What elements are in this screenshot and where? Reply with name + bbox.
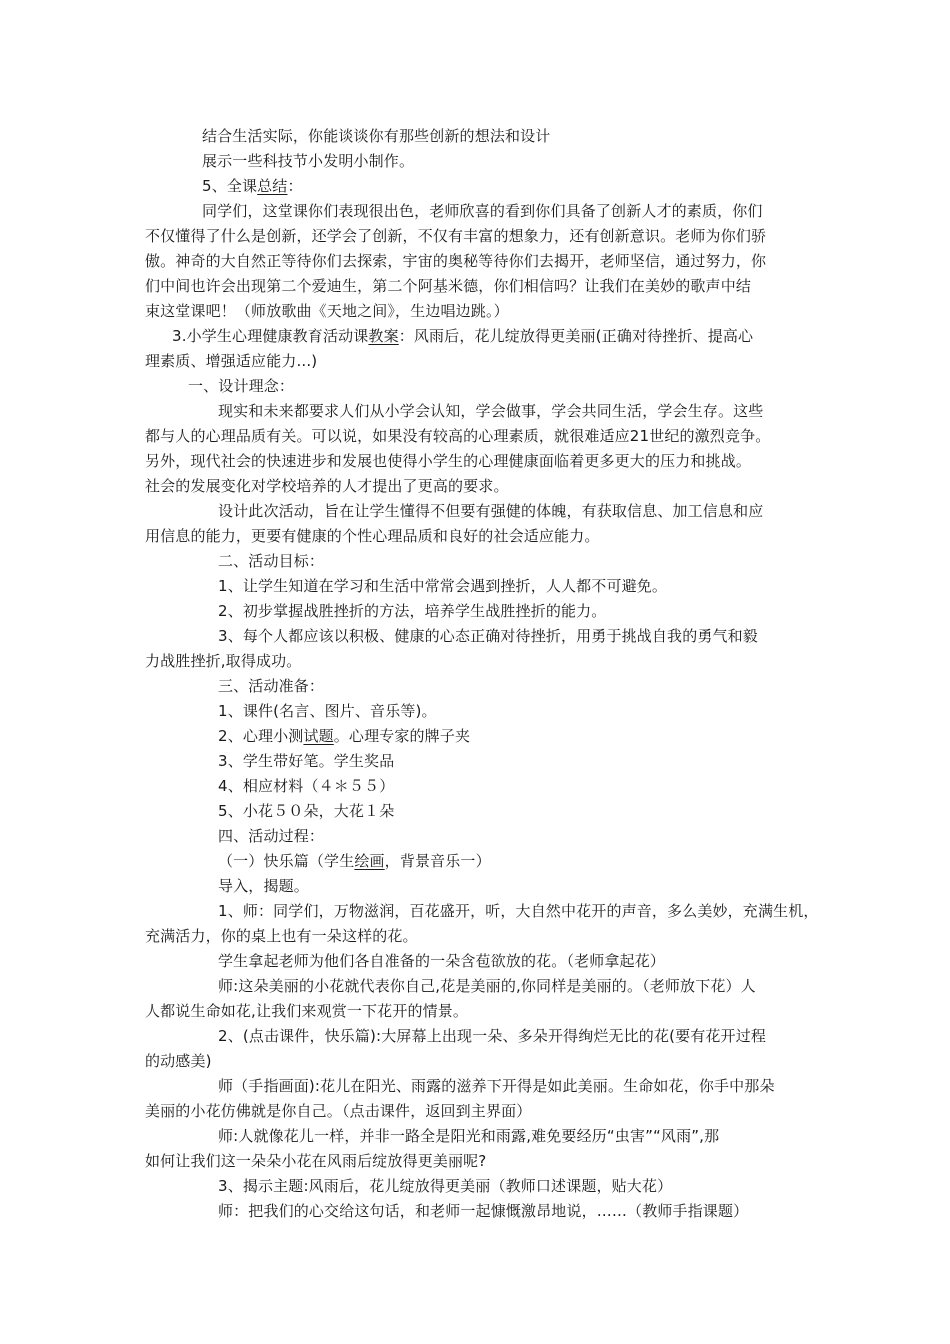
text-line: 师:人就像花儿一样，并非一路全是阳光和雨露,难免要经历“虫害”“风雨”,那 [218,1127,720,1145]
text-line: 束这堂课吧！（师放歌曲《天地之间》，生边唱边跳。） [145,302,509,320]
text-line: 5、小花５０朵，大花１朵 [218,802,395,820]
section-heading: 5、全课总结： [202,177,303,195]
text-line: 用信息的能力，更要有健康的个性心理品质和良好的社会适应能力。 [145,527,600,545]
text-line: 2、(点击课件，快乐篇):大屏幕上出现一朵、多朵开得绚烂无比的花(要有花开过程 [218,1027,767,1045]
text-line: （一）快乐篇（学生绘画，背景音乐一） [218,852,491,870]
text-line: 师:这朵美丽的小花就代表你自己,花是美丽的,你同样是美丽的。（老师放下花）人 [218,977,756,995]
text-line: 3、学生带好笔。学生奖品 [218,752,395,770]
text-line: 4、相应材料（４＊５５） [218,777,395,795]
section-heading: 3.小学生心理健康教育活动课教案：风雨后，花儿绽放得更美丽(正确对待挫折、提高心 [172,327,754,345]
text-line: 1、让学生知道在学习和生活中常常会遇到挫折，人人都不可避免。 [218,577,668,595]
text-line: 的动感美) [145,1052,212,1070]
text-line: 理素质、增强适应能力...) [145,352,318,370]
text-line: 3、每个人都应该以积极、健康的心态正确对待挫折，用勇于挑战自我的勇气和毅 [218,627,758,645]
text-line: 们中间也许会出现第二个爱迪生，第二个阿基米德，你们相信吗？让我们在美妙的歌声中结 [145,277,752,295]
section-heading: 二、活动目标： [218,552,325,570]
text-line: 结合生活实际，你能谈谈你有那些创新的想法和设计 [202,127,551,145]
text-line: 展示一些科技节小发明小制作。 [202,152,415,170]
text-line: 如何让我们这一朵朵小花在风雨后绽放得更美丽呢? [145,1152,487,1170]
section-heading: 三、活动准备： [218,677,325,695]
text-line: 学生拿起老师为他们各自准备的一朵含苞欲放的花。（老师拿起花） [218,952,666,970]
text-line: 同学们，这堂课你们表现很出色，老师欣喜的看到你们具备了创新人才的素质，你们 [202,202,763,220]
text-line: 不仅懂得了什么是创新，还学会了创新，不仅有丰富的想象力，还有创新意识。老师为你们骄 [145,227,767,245]
text-line: 充满活力，你的桌上也有一朵这样的花。 [145,927,418,945]
text-line: 社会的发展变化对学校培养的人才提出了更高的要求。 [145,477,509,495]
keyword-link[interactable]: 绘画 [354,852,385,870]
keyword-link[interactable]: 试题 [303,727,334,745]
text-line: 3、揭示主题:风雨后，花儿绽放得更美丽（教师口述课题，贴大花） [218,1177,673,1195]
text-line: 1、师：同学们，万物滋润，百花盛开，听，大自然中花开的声音，多么美妙，充满生机， [218,902,819,920]
text-line: 师（手指画面):花儿在阳光、雨露的滋养下开得是如此美丽。生命如花，你手中那朵 [218,1077,775,1095]
text-line: 师：把我们的心交给这句话，和老师一起慷慨激昂地说，……（教师手指课题） [218,1202,749,1220]
text-line: 1、课件(名言、图片、音乐等)。 [218,702,437,720]
text-line: 都与人的心理品质有关。可以说，如果没有较高的心理素质，就很难适应21世纪的激烈竞争。 [145,427,771,445]
text-line: 现实和未来都要求人们从小学会认知，学会做事，学会共同生活，学会生存。这些 [218,402,764,420]
text-line: 力战胜挫折,取得成功。 [145,652,302,670]
text-line: 设计此次活动，旨在让学生懂得不但要有强健的体魄，有获取信息、加工信息和应 [218,502,764,520]
text-line: 美丽的小花仿佛就是你自己。（点击课件，返回到主界面） [145,1102,532,1120]
text-line: 2、初步掌握战胜挫折的方法，培养学生战胜挫折的能力。 [218,602,607,620]
keyword-link[interactable]: 总结 [257,177,288,195]
section-heading: 四、活动过程： [218,827,325,845]
text-line: 导入，揭题。 [218,877,309,895]
section-heading: 一、设计理念： [188,377,295,395]
text-line: 人都说生命如花,让我们来观赏一下花开的情景。 [145,1002,469,1020]
text-line: 另外，现代社会的快速进步和发展也使得小学生的心理健康面临着更多更大的压力和挑战。 [145,452,752,470]
text-line: 2、心理小测试题。心理专家的牌子夹 [218,727,471,745]
text-line: 傲。神奇的大自然正等待你们去探索，宇宙的奥秘等待你们去揭开，老师坚信，通过努力，你 [145,252,767,270]
keyword-link[interactable]: 教案 [368,327,399,345]
